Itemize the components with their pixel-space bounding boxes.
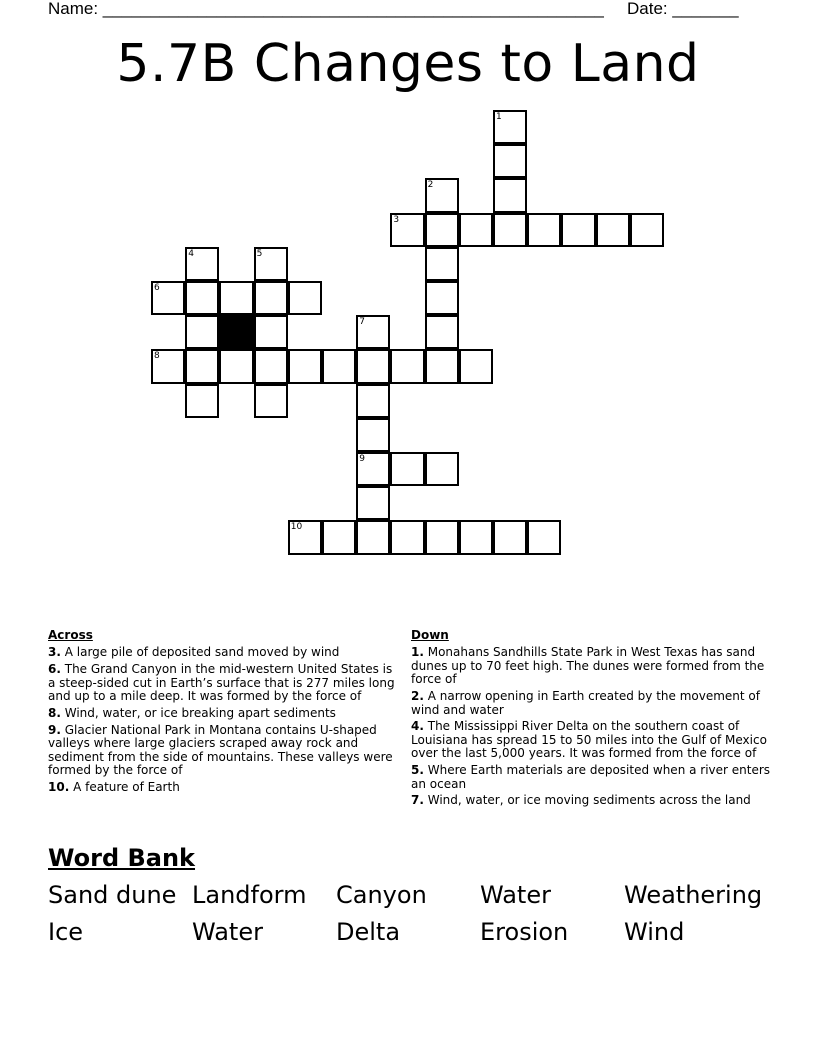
across-clues bbox=[48, 629, 398, 798]
grid-cell[interactable] bbox=[425, 247, 459, 281]
clue-text: Monahans Sandhills State Park in West Texas has sand dunes up to 70 feet high. The dunes were formed from the force of bbox=[411, 645, 765, 687]
down-heading: Down bbox=[411, 628, 449, 642]
clue-number: 7 bbox=[359, 317, 365, 328]
clue-text: A large pile of deposited sand moved by wind bbox=[60, 645, 340, 660]
grid-cell[interactable] bbox=[561, 213, 595, 247]
word-bank-item: Landform bbox=[192, 881, 307, 909]
grid-cell[interactable] bbox=[425, 349, 459, 383]
word-bank-item: Ice bbox=[48, 918, 84, 946]
grid-cell[interactable] bbox=[254, 247, 288, 281]
grid-cell[interactable] bbox=[322, 520, 356, 554]
grid-cell[interactable] bbox=[254, 349, 288, 383]
clue-text: Where Earth materials are deposited when a river enters an ocean bbox=[411, 763, 771, 791]
grid-cell-black bbox=[219, 315, 253, 349]
grid-cell[interactable] bbox=[493, 178, 527, 212]
across-clue-list bbox=[48, 646, 398, 794]
clue-number: 1 bbox=[496, 112, 502, 122]
grid-cell[interactable] bbox=[254, 281, 288, 315]
word-bank-item: Wind bbox=[624, 918, 685, 946]
clue-text: Wind, water, or ice breaking apart sediments bbox=[60, 706, 336, 721]
down-clue bbox=[411, 764, 771, 791]
clue-number-label: 2. bbox=[411, 689, 424, 704]
word-bank bbox=[48, 880, 808, 947]
grid-cell[interactable] bbox=[288, 281, 322, 315]
grid-cell[interactable] bbox=[425, 520, 459, 554]
grid-cell[interactable] bbox=[288, 520, 322, 554]
word-bank-item: Canyon bbox=[336, 881, 427, 909]
grid-cell[interactable] bbox=[493, 520, 527, 554]
across-clue bbox=[48, 663, 398, 703]
word-bank-item: Sand dune bbox=[48, 881, 177, 909]
grid-cell[interactable] bbox=[219, 281, 253, 315]
grid-cell[interactable] bbox=[390, 452, 424, 486]
grid-cell[interactable] bbox=[356, 486, 390, 520]
grid-cell[interactable] bbox=[425, 281, 459, 315]
grid-cell[interactable] bbox=[356, 349, 390, 383]
grid-cell[interactable] bbox=[390, 349, 424, 383]
clue-number-label: 4. bbox=[411, 719, 424, 734]
grid-cell[interactable] bbox=[527, 213, 561, 247]
grid-cell[interactable] bbox=[425, 452, 459, 486]
grid-cell[interactable] bbox=[254, 315, 288, 349]
grid-cell[interactable] bbox=[459, 520, 493, 554]
grid-cell[interactable] bbox=[459, 349, 493, 383]
name-field: Name: _____________________________________________________ bbox=[48, 0, 604, 18]
grid-cell[interactable] bbox=[493, 213, 527, 247]
clue-number-label: 6. bbox=[48, 662, 61, 677]
grid-cell[interactable] bbox=[288, 349, 322, 383]
grid-cell[interactable] bbox=[185, 384, 219, 418]
down-clue bbox=[411, 720, 771, 760]
word-bank-item: Weathering bbox=[624, 881, 763, 909]
across-clue bbox=[48, 707, 398, 720]
clue-number-label: 8. bbox=[48, 706, 61, 721]
grid-cell[interactable] bbox=[527, 520, 561, 554]
clue-number-label: 1. bbox=[411, 645, 424, 660]
down-clue-list bbox=[411, 646, 771, 807]
grid-cell[interactable] bbox=[219, 349, 253, 383]
grid-cell[interactable] bbox=[630, 213, 664, 247]
date-field: Date: _______ bbox=[627, 0, 739, 18]
grid-cell[interactable] bbox=[356, 384, 390, 418]
grid-cell[interactable] bbox=[151, 349, 185, 383]
clue-number: 3 bbox=[393, 214, 400, 225]
grid-cell[interactable] bbox=[151, 281, 185, 315]
grid-cell[interactable] bbox=[185, 247, 219, 281]
grid-cell[interactable] bbox=[425, 213, 459, 247]
grid-cell[interactable] bbox=[356, 452, 390, 486]
word-bank-item: Erosion bbox=[480, 918, 569, 946]
across-clue bbox=[48, 724, 398, 778]
clue-number-label: 3. bbox=[48, 645, 61, 660]
across-heading: Across bbox=[48, 628, 93, 642]
clue-number: 4 bbox=[188, 248, 194, 259]
grid-cell[interactable] bbox=[356, 520, 390, 554]
grid-cell[interactable] bbox=[596, 213, 630, 247]
clue-number-label: 7. bbox=[411, 793, 424, 808]
clue-number: 6 bbox=[154, 283, 160, 293]
clue-text: A feature of Earth bbox=[69, 780, 180, 795]
grid-cell[interactable] bbox=[356, 418, 390, 452]
down-clue bbox=[411, 794, 771, 807]
across-clue bbox=[48, 646, 398, 659]
clue-number: 10 bbox=[290, 522, 303, 533]
clue-number: 8 bbox=[154, 351, 160, 362]
grid-cell[interactable] bbox=[185, 281, 219, 315]
clue-text: Wind, water, or ice moving sediments across the land bbox=[423, 793, 751, 808]
clue-number: 2 bbox=[427, 180, 434, 191]
grid-cell[interactable] bbox=[425, 315, 459, 349]
grid-cell[interactable] bbox=[390, 520, 424, 554]
clue-number: 9 bbox=[359, 454, 365, 464]
down-clue bbox=[411, 690, 771, 717]
grid-cell[interactable] bbox=[459, 213, 493, 247]
grid-cell[interactable] bbox=[390, 213, 424, 247]
clue-number: 5 bbox=[256, 248, 263, 259]
word-bank-item: Delta bbox=[336, 918, 401, 946]
clue-number-label: 5. bbox=[411, 763, 424, 778]
grid-cell[interactable] bbox=[254, 384, 288, 418]
word-bank-item: Water bbox=[480, 881, 551, 909]
grid-cell[interactable] bbox=[185, 349, 219, 383]
clue-text: A narrow opening in Earth created by the movement of wind and water bbox=[411, 689, 760, 717]
down-clues bbox=[411, 629, 771, 811]
page-title: 5.7B Changes to Land bbox=[116, 34, 700, 94]
grid-cell[interactable] bbox=[493, 110, 527, 144]
down-clue bbox=[411, 646, 771, 686]
grid-cell[interactable] bbox=[322, 349, 356, 383]
clue-number-label: 9. bbox=[48, 722, 61, 737]
grid-cell[interactable] bbox=[185, 315, 219, 349]
grid-cell[interactable] bbox=[425, 178, 459, 212]
clue-text: The Mississippi River Delta on the southern coast of Louisiana has spread 15 to 50 miles into the Gulf of Mexico over the last 5,000 years. It was formed from the force of bbox=[411, 719, 767, 761]
across-clue bbox=[48, 781, 398, 794]
grid-cell[interactable] bbox=[493, 144, 527, 178]
clue-text: Glacier National Park in Montana contains U-shaped valleys where large glaciers scraped away rock and sediment from the side of mountains. These valleys were formed by the force of bbox=[48, 722, 393, 778]
clue-text: The Grand Canyon in the mid-western United States is a steep-sided cut in Earth’s surface that is 277 miles long and up to a mile deep. It was formed by the force of bbox=[48, 662, 395, 704]
word-bank-heading: Word Bank bbox=[48, 844, 196, 872]
clue-number-label: 10. bbox=[48, 780, 70, 795]
word-bank-item: Water bbox=[192, 918, 263, 946]
grid-cell[interactable] bbox=[356, 315, 390, 349]
